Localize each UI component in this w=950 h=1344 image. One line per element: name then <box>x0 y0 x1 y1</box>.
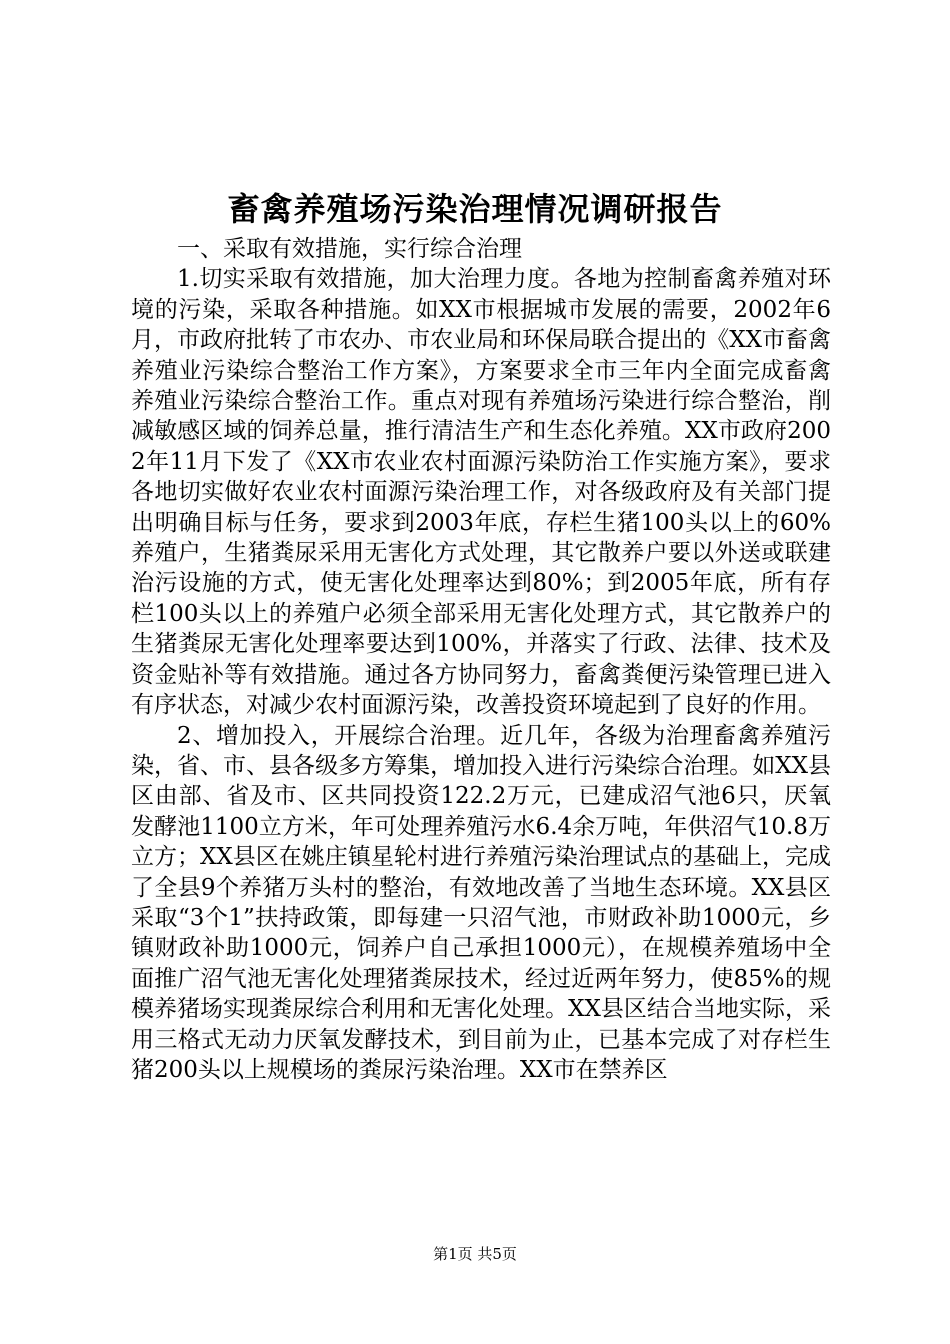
body-paragraph-2: 2、增加投入，开展综合治理。近几年，各级为治理畜禽养殖污染，省、市、县各级多方筹集，增加投入进行污染综合治理。如XX县区由部、省及市、区共同投资122.2万元，已建成沼气池6只，厌氧发酵池1100立方米，年可处理养殖污水6.4余万吨，年供沼气10.8万立方；XX县区在姚庄镇星轮村进行养殖污染治理试点的基础上，完成了全县9个养猪万头村的整治，有效地改善了当地生态环境。XX县区采取“3个1”扶持政策，即每建一只沼气池，市财政补助1000元，乡镇财政补助1000元，饲养户自己承担1000元），在规模养殖场中全面推广沼气池无害化处理猪粪尿技术，经过近两年努力，使85%的规模养猪场实现粪尿综合利用和无害化处理。XX县区结合当地实际，采用三格式无动力厌氧发酵技术，到目前为止，已基本完成了对存栏生猪200头以上规模场的粪尿污染治理。XX市在禁养区 <box>131 722 831 1083</box>
document-title: 畜禽养殖场污染治理情况调研报告 <box>227 190 723 228</box>
section-heading: 一、采取有效措施，实行综合治理 <box>177 236 522 262</box>
document-body <box>131 234 831 1085</box>
page-number-footer: 第1页 共5页 <box>433 1245 517 1263</box>
body-paragraph-1: 1.切实采取有效措施，加大治理力度。各地为控制畜禽养殖对环境的污染，采取各种措施。如XX市根据城市发展的需要，2002年6月，市政府批转了市农办、市农业局和环保局联合提出的《XX市畜禽养殖业污染综合整治工作方案》，方案要求全市三年内全面完成畜禽养殖业污染综合整治工作。重点对现有养殖场污染进行综合整治，削减敏感区域的饲养总量，推行清洁生产和生态化养殖。XX市政府2002年11月下发了《XX市农业农村面源污染防治工作实施方案》，要求各地切实做好农业农村面源污染治理工作，对各级政府及有关部门提出明确目标与任务，要求到2003年底，存栏生猪100头以上的60%养殖户，生猪粪尿采用无害化方式处理，其它散养户要以外送或联建治污设施的方式，使无害化处理率达到80%；到2005年底，所有存栏100头以上的养殖户必须全部采用无害化处理方式，其它散养户的生猪粪尿无害化处理率要达到100%，并落实了行政、法律、技术及资金贴补等有效措施。通过各方协同努力，畜禽粪便污染管理已进入有序状态，对减少农村面源污染，改善投资环境起到了良好的作用。 <box>131 266 831 719</box>
